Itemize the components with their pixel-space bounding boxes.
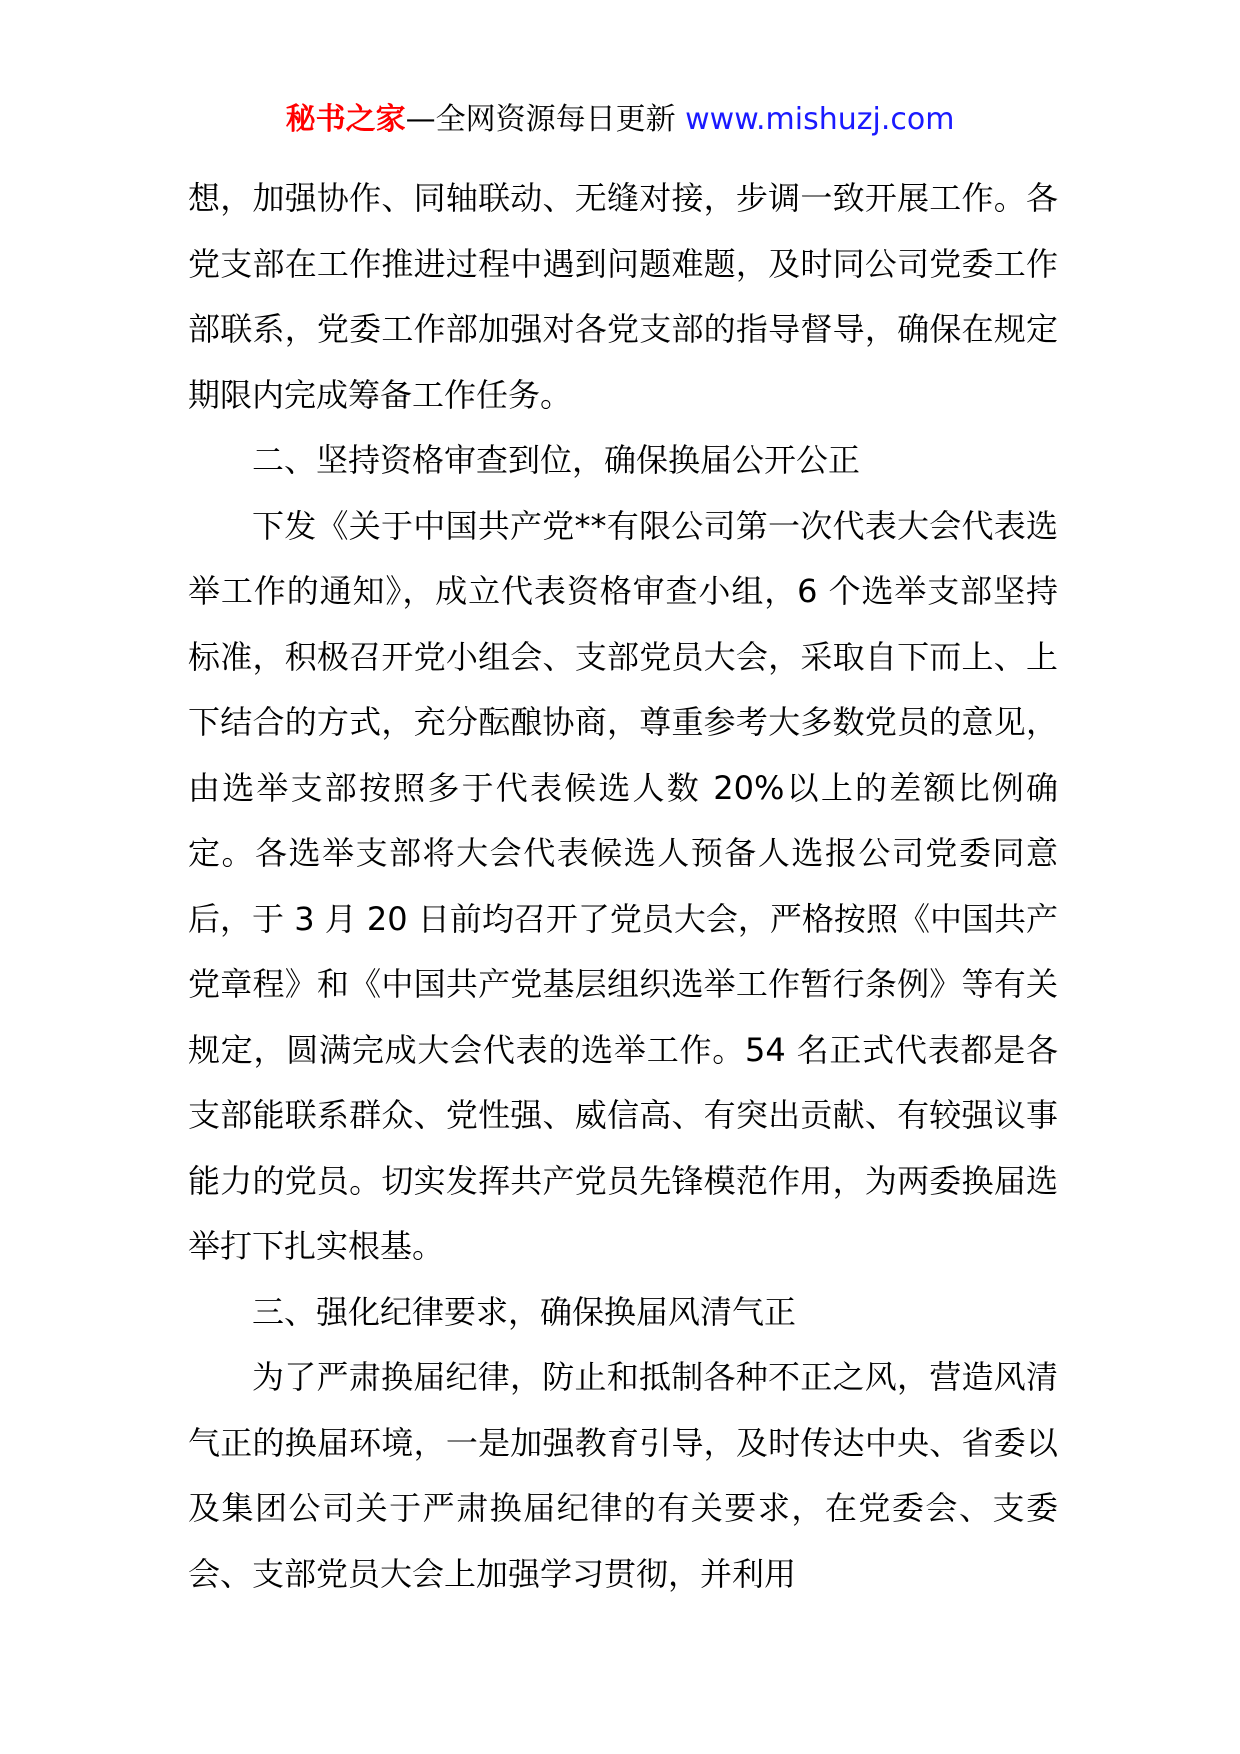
site-header: [0, 98, 1240, 142]
paragraph-section-3: 为了严肃换届纪律，防止和抵制各种不正之风，营造风清气正的换届环境，一是加强教育引导，及时传达中央、省委以及集团公司关于严肃换届纪律的有关要求，在党委会、支委会、支部党员大会上加强学习贯彻，并利用: [188, 1358, 1058, 1593]
site-brand: 秘书之家: [285, 102, 406, 137]
paragraph-section-2: 下发《关于中国共产党**有限公司第一次代表大会代表选举工作的通知》，成立代表资格审查小组，6 个选举支部坚持标准，积极召开党小组会、支部党员大会，采取自下而上、上下结合的方式，充分酝酿协商，尊重参考大多数党员的意见，由选举支部按照多于代表候选人数 20%以上的差额比例确定。各选举支部将大会代表候选人预备人选报公司党委同意后，于 3 月 20 日前均召开了党员大会，严格按照《中国共产党章程》和《中国共产党基层组织选举工作暂行条例》等有关规定，圆满完成大会代表的选举工作。54 名正式代表都是各支部能联系群众、党性强、威信高、有突出贡献、有较强议事能力的党员。切实发挥共产党员先锋模范作用，为两委换届选举打下扎实根基。: [188, 506, 1058, 1265]
site-url-link[interactable]: www.mishuzj.com: [685, 102, 955, 137]
paragraph-continuation: 想，加强协作、同轴联动、无缝对接，步调一致开展工作。各党支部在工作推进过程中遇到问题难题，及时同公司党委工作部联系，党委工作部加强对各党支部的指导督导，确保在规定期限内完成筹备工作任务。: [188, 179, 1058, 414]
site-tagline: —全网资源每日更新: [405, 102, 686, 137]
section-heading-3: 三、强化纪律要求，确保换届风清气正: [252, 1292, 797, 1331]
section-heading-2: 二、坚持资格审查到位，确保换届公开公正: [252, 441, 861, 479]
document-body: [188, 166, 1058, 1607]
